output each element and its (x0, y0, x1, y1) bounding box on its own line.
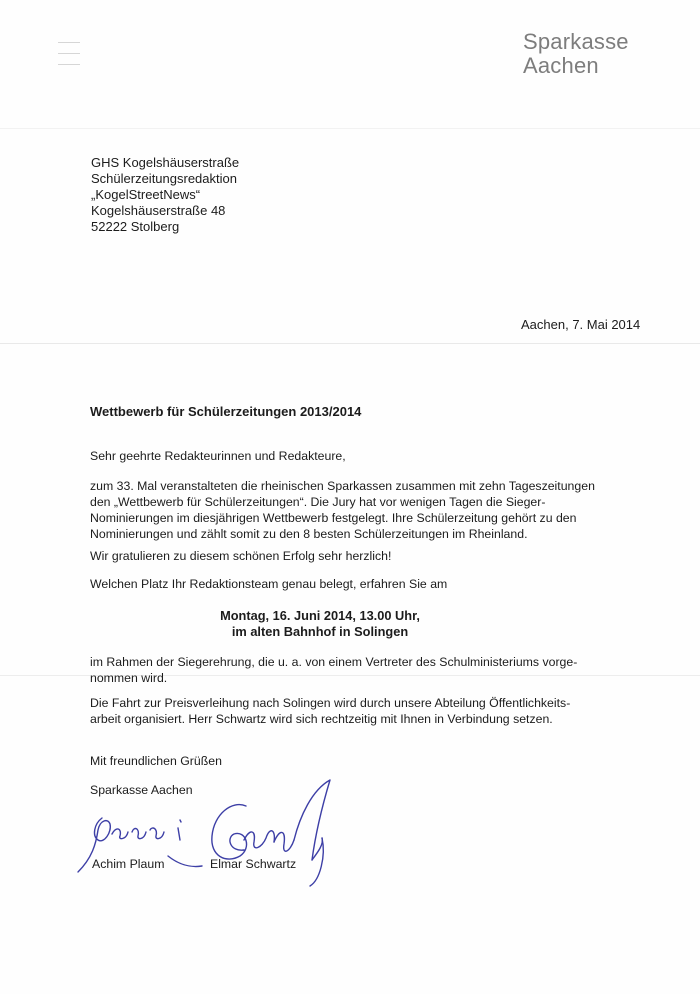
address-line: 52222 Stolberg (91, 219, 180, 234)
paper-fold-line (0, 128, 700, 129)
paper-fold-line (0, 343, 700, 344)
body-line: arbeit organisiert. Herr Schwartz wird sich rechtzeitig mit Ihnen in Verbindung setzen. (90, 712, 553, 726)
sparkasse-logo (523, 30, 629, 78)
body-line: Die Fahrt zur Preisverleihung nach Solingen wird durch unsere Abteilung Öffentlichkeits- (90, 696, 571, 710)
sender-organization: Sparkasse Aachen (90, 783, 193, 797)
logo-line-2: Aachen (523, 53, 599, 78)
body-line: im Rahmen der Siegerehrung, die u. a. von einem Vertreter des Schulministeriums vorge- (90, 655, 578, 669)
letter-date: Aachen, 7. Mai 2014 (521, 317, 641, 332)
event-date-line: Montag, 16. Juni 2014, 13.00 Uhr, (220, 608, 420, 623)
body-paragraph-4 (90, 654, 645, 686)
address-line: „KogelStreetNews“ (91, 187, 201, 202)
body-line: Nominierungen und zählt somit zu den 8 besten Schülerzeitungen im Rheinland. (90, 527, 528, 541)
signatory-name-2: Elmar Schwartz (210, 857, 297, 871)
salutation: Sehr geehrte Redakteurinnen und Redakteure, (90, 449, 346, 463)
handwritten-signatures (0, 760, 700, 900)
body-line: Nominierungen im diesjährigen Wettbewerb festgelegt. Ihre Schülerzeitung gehört zu den (90, 511, 577, 525)
logo-line-1: Sparkasse (523, 29, 629, 54)
letter-subject: Wettbewerb für Schülerzeitungen 2013/2014 (90, 404, 362, 419)
signatory-name-1: Achim Plaum (92, 857, 165, 871)
recipient-address (91, 155, 239, 235)
event-location-line: im alten Bahnhof in Solingen (231, 624, 409, 639)
body-line: nommen wird. (90, 671, 168, 685)
body-paragraph-5 (90, 695, 645, 727)
body-line: zum 33. Mal veranstalteten die rheinischen Sparkassen zusammen mit zehn Tageszeitungen (90, 479, 595, 493)
fold-marks (58, 42, 80, 75)
body-paragraph-1 (90, 478, 645, 542)
address-line: Kogelshäuserstraße 48 (91, 203, 226, 218)
closing: Mit freundlichen Grüßen (90, 754, 222, 768)
body-paragraph-3: Welchen Platz Ihr Redaktionsteam genau belegt, erfahren Sie am (90, 577, 448, 591)
body-paragraph-2: Wir gratulieren zu diesem schönen Erfolg sehr herzlich! (90, 549, 392, 563)
body-line: den „Wettbewerb für Schülerzeitungen“. Die Jury hat vor wenigen Tagen die Sieger- (90, 495, 546, 509)
address-line: Schülerzeitungsredaktion (91, 171, 237, 186)
address-line: GHS Kogelshäuserstraße (91, 155, 240, 170)
